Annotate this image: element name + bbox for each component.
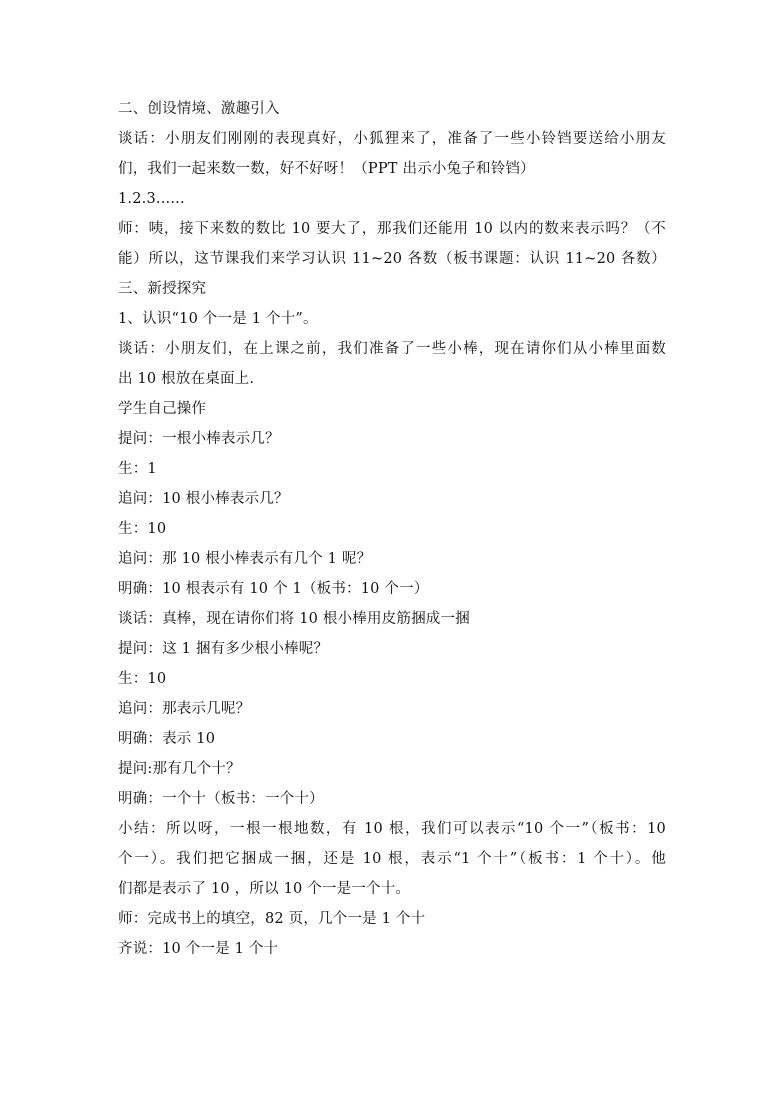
paragraph-line: 齐说：10 个一是 1 个十 (118, 941, 279, 957)
paragraph-line: 师：完成书上的填空，82 页，几个一是 1 个十 (118, 911, 426, 927)
section-heading-2: 二、创设情境、激趣引入 (118, 101, 280, 117)
paragraph-line: 能）所以，这节课我们来学习认识 11~20 各数（板书课题：认识 11~20 各数） (118, 251, 666, 267)
paragraph-line: 生：1 (118, 461, 157, 477)
paragraph-line: 谈话：真棒，现在请你们将 10 根小棒用皮筋捆成一捆 (118, 611, 470, 627)
paragraph-line: 个一）。我们把它捆成一捆，还是 10 根，表示“1 个十”（板书：1 个十）。他 (118, 851, 666, 867)
paragraph-line: 提问:那有几个十？ (118, 761, 241, 777)
paragraph-line: 们都是表示了 10 ，所以 10 个一是一个十。 (118, 881, 411, 897)
paragraph-line: 们，我们一起来数一数，好不好呀！（PPT 出示小兔子和铃铛） (118, 161, 535, 177)
paragraph-line: 追问：那表示几呢？ (118, 701, 251, 717)
paragraph-line: 明确：表示 10 (118, 731, 216, 747)
paragraph-line: 生：10 (118, 671, 167, 687)
section-heading-3: 三、新授探究 (118, 281, 207, 297)
paragraph-line: 学生自己操作 (118, 401, 207, 417)
document-body (118, 94, 666, 964)
paragraph-line: 提问：一根小棒表示几？ (118, 431, 280, 447)
paragraph-line: 生：10 (118, 521, 167, 537)
paragraph-line: 1.2.3...... (118, 191, 185, 207)
paragraph-line: 明确：一个十（板书：一个十） (118, 791, 324, 807)
paragraph-line: 追问：10 根小棒表示几？ (118, 491, 289, 507)
paragraph-line: 小结：所以呀，一根一根地数，有 10 根，我们可以表示“10 个一”（板书：10 (118, 821, 666, 837)
paragraph-line: 明确：10 根表示有 10 个 1（板书：10 个一） (118, 581, 429, 597)
paragraph-line: 谈话：小朋友们，在上课之前，我们准备了一些小棒，现在请你们从小棒里面数 (118, 341, 666, 357)
paragraph-line: 谈话：小朋友们刚刚的表现真好，小狐狸来了，准备了一些小铃铛要送给小朋友 (118, 131, 666, 147)
paragraph-line: 出 10 根放在桌面上. (118, 371, 255, 387)
paragraph-line: 提问：这 1 捆有多少根小棒呢？ (118, 641, 329, 657)
paragraph-line: 追问：那 10 根小棒表示有几个 1 呢？ (118, 551, 372, 567)
subsection-heading-1: 1、认识“10 个一是 1 个十”。 (118, 311, 318, 327)
paragraph-line: 师：咦，接下来数的数比 10 要大了，那我们还能用 10 以内的数来表示吗？（不 (118, 221, 666, 237)
